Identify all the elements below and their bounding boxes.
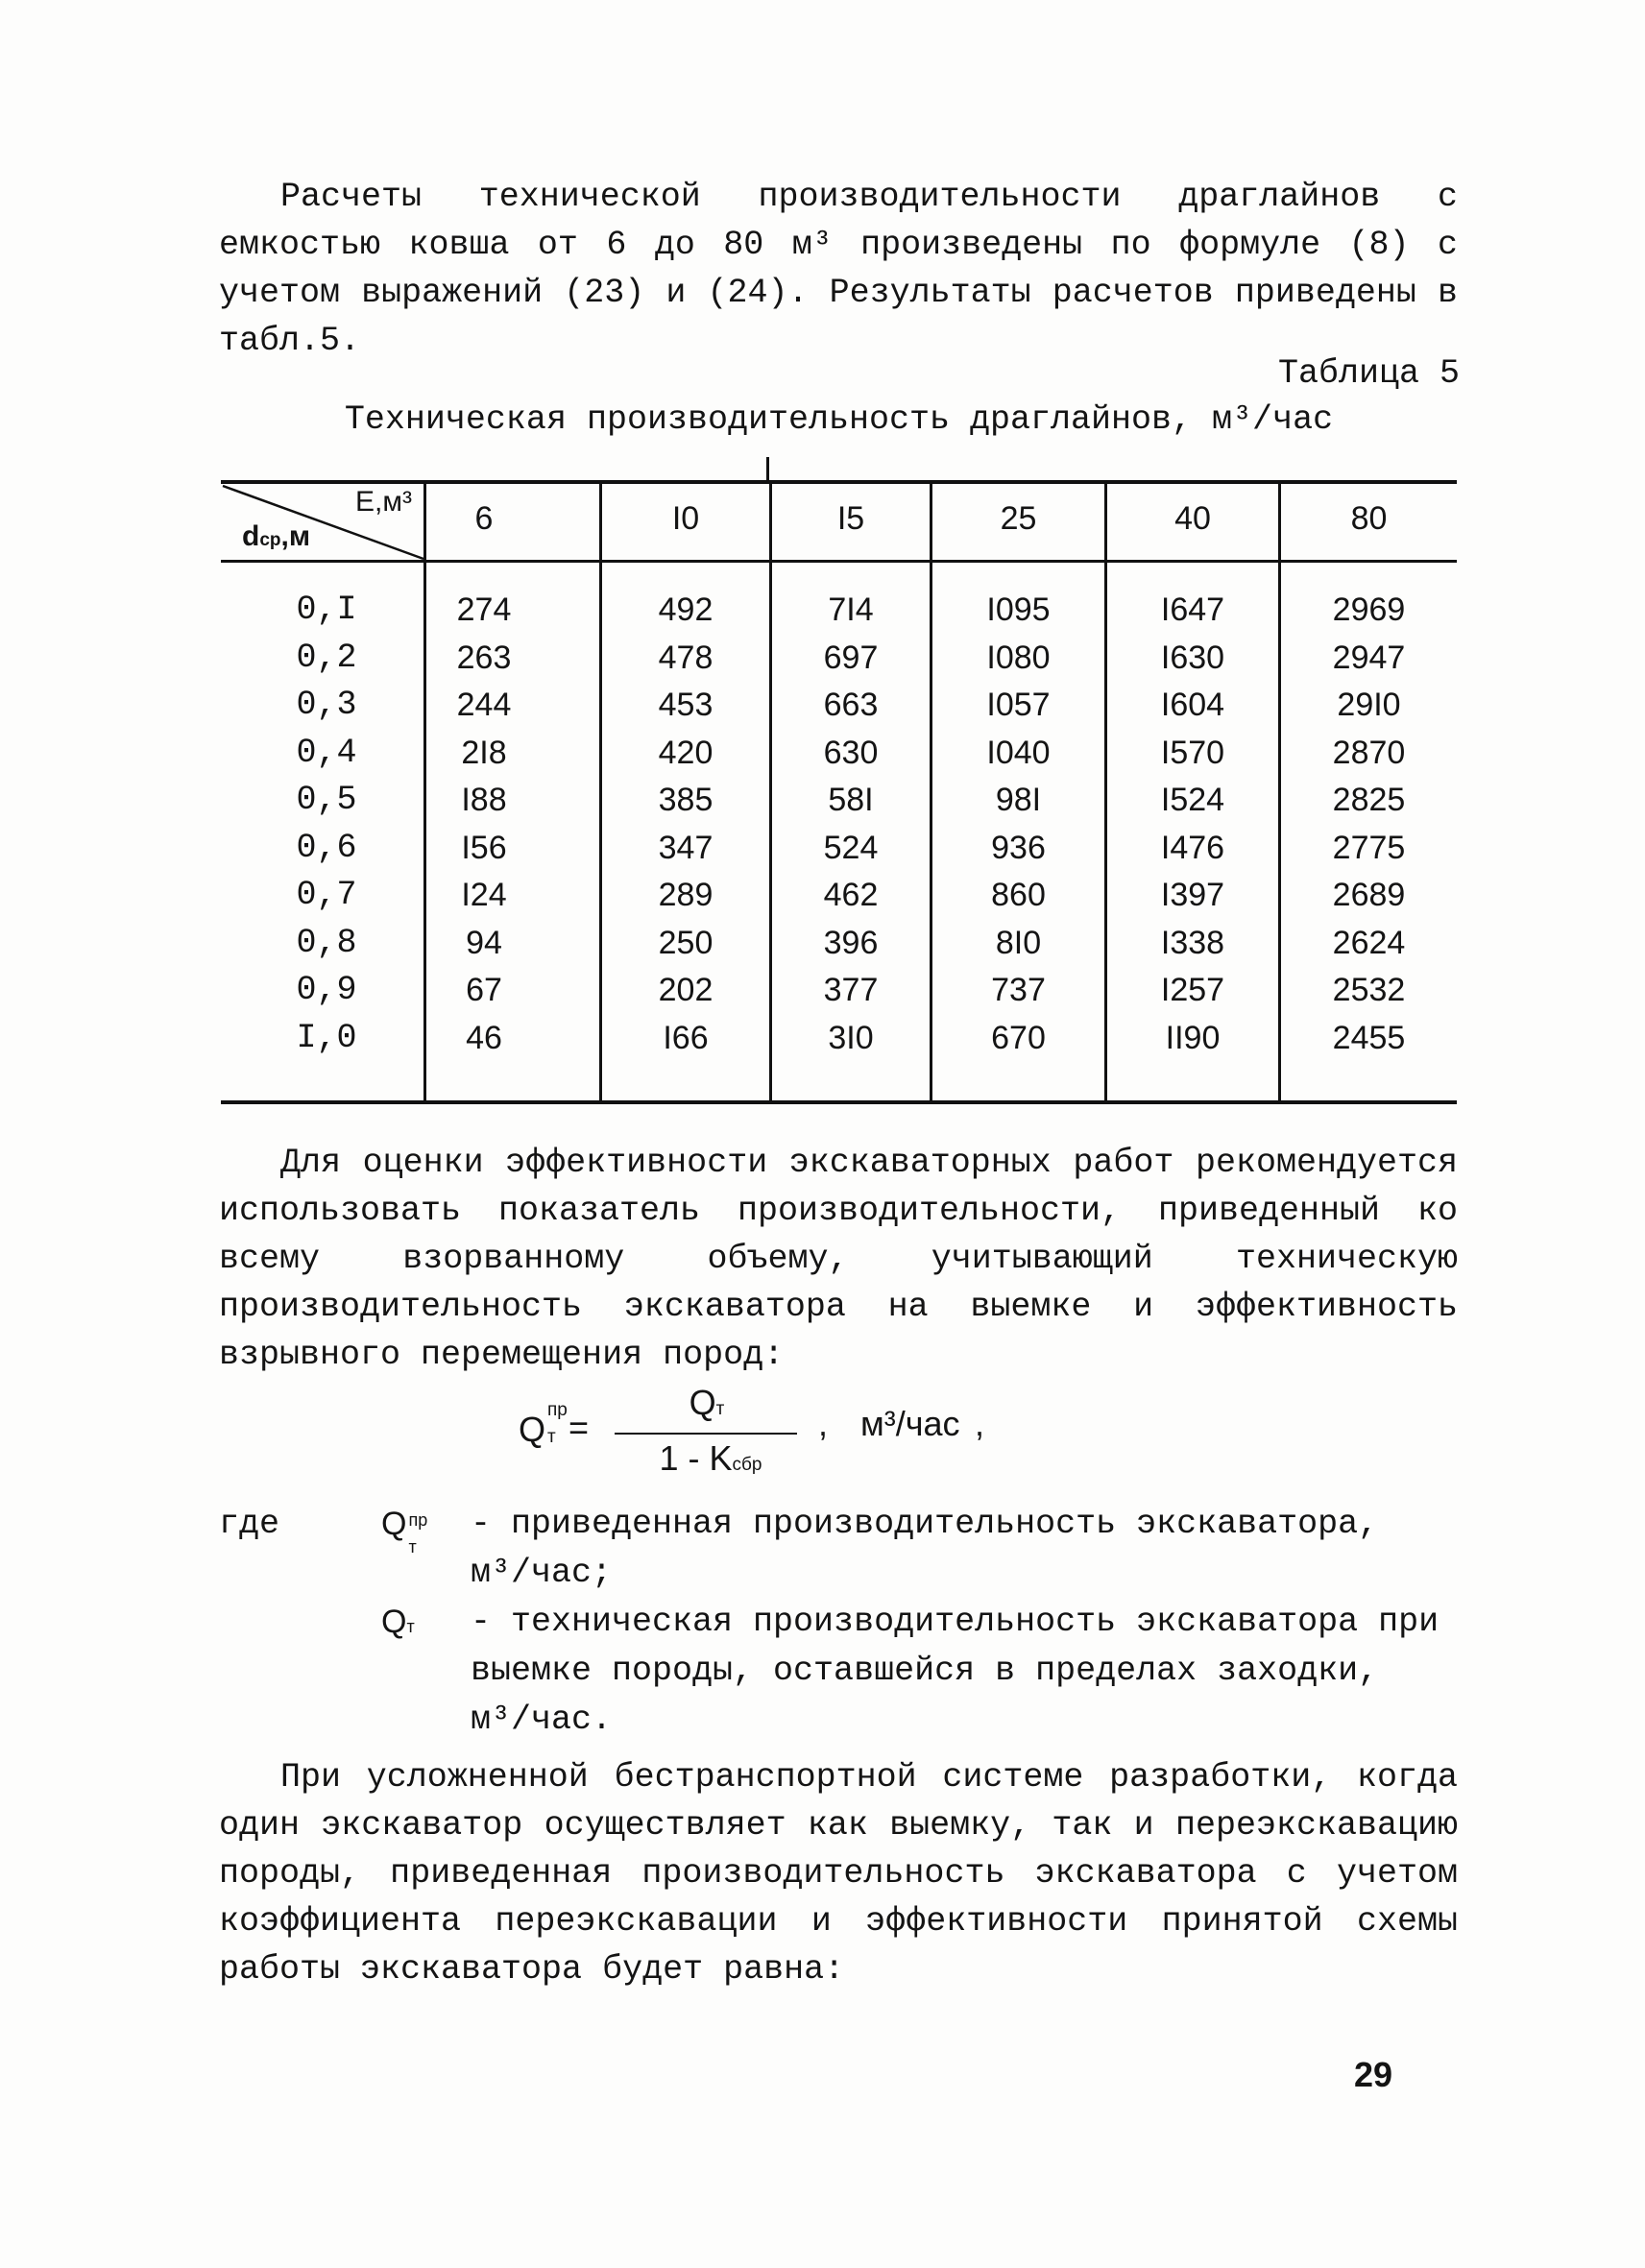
table-cell: 2689 [1332,877,1406,913]
table-cell: 377 [823,972,879,1008]
row-label: 0,7 [296,876,357,914]
table-cell: 250 [658,924,714,961]
table-cell: 420 [658,734,714,771]
row-label: 0,4 [296,733,357,772]
formula-units: м³/час [860,1404,960,1443]
row-label: 0,6 [296,828,357,867]
definition-symbol: Qт [381,1604,415,1640]
table-cell: 524 [823,829,879,866]
row-label: 0,2 [296,638,357,677]
table-cell: 630 [823,734,879,771]
table-cell: II90 [1165,1019,1221,1056]
table-cell: 2947 [1332,639,1406,676]
table-cell: 274 [456,591,512,628]
row-label: 0,5 [296,781,357,819]
column-header: 80 [1350,500,1388,537]
table-cell: 2825 [1332,782,1406,818]
table-cell: 396 [823,924,879,961]
table-cell: I66 [663,1019,709,1056]
corner-header-d: dср,м [242,520,311,552]
table-cell: 3I0 [828,1019,874,1056]
column-header: 40 [1174,500,1211,537]
table-cell: 385 [658,782,714,818]
table-cell: 67 [466,972,502,1008]
page-number: 29 [1354,2055,1393,2094]
column-header: 25 [1000,500,1037,537]
definition-text: - приведенная производительность экскаватора, м³/час; [471,1505,1379,1592]
where-label: где [219,1505,280,1543]
table-cell: 2624 [1332,924,1406,961]
definition-text: - техническая производительность экскаватора при выемке породы, оставшейся в пределах заходки, м³/час. [471,1603,1439,1739]
table-cell: 2775 [1332,829,1406,866]
column-header: I0 [671,500,700,537]
table-cell: I397 [1160,877,1225,913]
table-cell: 58I [828,782,874,818]
definition-symbol: Q пр т [381,1506,428,1556]
table-cell: 29I0 [1337,687,1401,723]
table-cell: 2I8 [461,734,507,771]
paragraph-3: При усложненной бестранспортной системе разработки, когда один экскаватор осуществляет как выемку, так и переэкскавацию породы, приведенная производительность экскаватора с учетом коэффициента переэкскавации и эффективности принятой схемы работы экскаватора будет равна: [219,1758,1458,1989]
table-cell: I057 [986,687,1051,723]
formula-lhs: Q пр т [519,1400,568,1449]
table-cell: I56 [461,829,507,866]
table-cell: 202 [658,972,714,1008]
fraction-bar [615,1433,797,1435]
table-cell: 7I4 [828,591,874,628]
table-cell: I524 [1160,782,1225,818]
table-cell: 2532 [1332,972,1406,1008]
table-cell: I040 [986,734,1051,771]
table-cell: 663 [823,687,879,723]
table-cell: I338 [1160,924,1225,961]
table-cell: 670 [991,1019,1046,1056]
table-cell: 936 [991,829,1046,866]
table-cell: I630 [1160,639,1225,676]
table-cell: I604 [1160,687,1225,723]
intro-paragraph: Расчеты технической производительности драглайнов с емкостью ковша от 6 до 80 м³ произведены по формуле (8) с учетом выражений (23) и (24). Результаты расчетов приведены в табл.5. [219,178,1458,360]
table-cell: I095 [986,591,1051,628]
table-cell: 697 [823,639,879,676]
table-cell: 462 [823,877,879,913]
table-cell: I080 [986,639,1051,676]
table-caption: Техническая производительность драглайнов, м³/час [344,400,1334,439]
table-cell: 289 [658,877,714,913]
row-label: 0,I [296,591,357,629]
row-label: 0,3 [296,686,357,724]
table-cell: 2870 [1332,734,1406,771]
column-header: 6 [474,500,494,537]
table-bottom-rule [221,1100,1457,1104]
table-cell: 860 [991,877,1046,913]
table-cell: 478 [658,639,714,676]
paragraph-2: Для оценки эффективности экскаваторных работ рекомендуется использовать показатель производительности, приведенный ко всему взорванному объему, учитывающий техническую производительность экскаватора на выемке и эффективность взрывного перемещения пород: [219,1144,1458,1374]
formula-numerator: Qт [689,1383,725,1422]
corner-header-e: Е,м³ [355,486,412,518]
table-cell: 737 [991,972,1046,1008]
formula: Q пр т = Qт 1 - Kсбр , м³/час , [519,1383,985,1478]
table-cell: 263 [456,639,512,676]
row-label: I,0 [296,1018,357,1057]
table-cell: 492 [658,591,714,628]
table-cell: 453 [658,687,714,723]
table-cell: 46 [466,1019,502,1056]
table-cell: I476 [1160,829,1225,866]
table-cell: 94 [466,924,502,961]
table-cell: 2455 [1332,1019,1406,1056]
row-label: 0,8 [296,923,357,962]
table-cell: I647 [1160,591,1225,628]
table-cell: I257 [1160,972,1225,1008]
table-cell: I88 [461,782,507,818]
table-cell: 244 [456,687,512,723]
table-cell: I570 [1160,734,1225,771]
table-cell: 2969 [1332,591,1406,628]
table-cell: 347 [658,829,714,866]
table-cell: 8I0 [995,924,1042,961]
row-label: 0,9 [296,971,357,1009]
formula-denominator: 1 - Kсбр [659,1438,762,1478]
column-header: I5 [836,500,865,537]
table-label: Таблица 5 [1277,354,1460,393]
table-cell: I24 [461,877,507,913]
productivity-table [221,480,1457,1104]
table-cell: 98I [995,782,1042,818]
